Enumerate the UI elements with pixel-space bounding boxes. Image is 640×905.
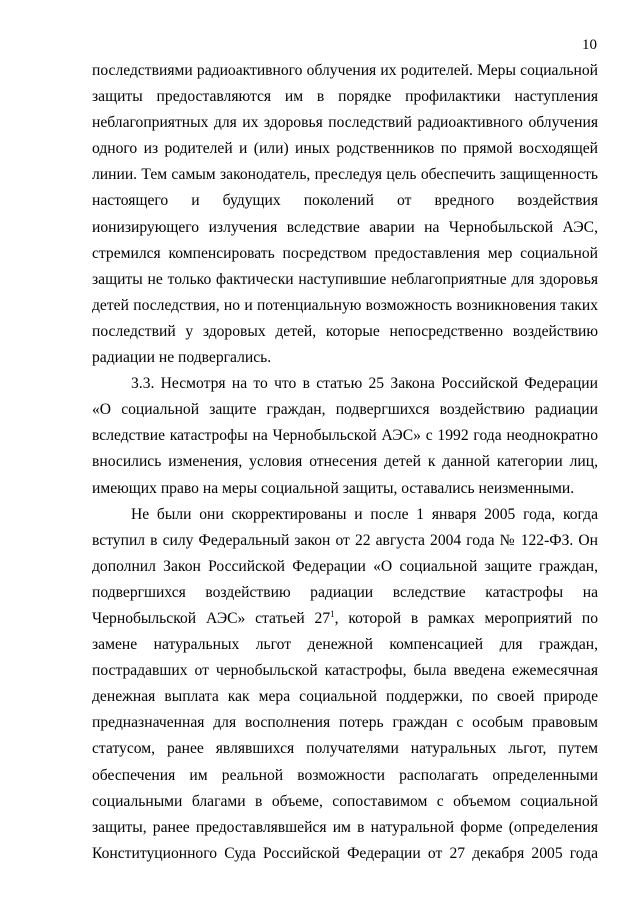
text-line: замене натуральных льгот денежной компенсацией для граждан,: [92, 636, 598, 654]
text-line: обеспечения им реальной возможности располагать определенными: [92, 766, 598, 784]
text-segment: Чернобыльской АЭС» статьей 27: [92, 609, 331, 627]
document-body: [92, 58, 598, 867]
text-line: последствиями радиоактивного облучения их родителей. Меры социальной: [92, 62, 598, 79]
text-line: социальными благами в объеме, сопоставимом с объемом социальной: [92, 792, 598, 810]
text-line: Не были они скорректированы и после 1 января 2005 года, когда: [131, 505, 598, 523]
text-line: денежная выплата как мера социальной поддержки, по своей природе: [92, 688, 598, 706]
text-line: предназначенная для восполнения потерь граждан с особым правовым: [92, 714, 598, 732]
text-line: детей последствия, но и потенциальную возможность возникновения таких: [92, 296, 598, 314]
footnote-mark: 1: [330, 608, 335, 619]
text-line: вносились изменения, условия отнесения детей к данной категории лиц,: [92, 453, 598, 471]
text-line: настоящего и будущих поколений от вредного воздействия: [92, 192, 598, 210]
text-line: защиты предоставляются им в порядке профилактики наступления: [92, 88, 598, 106]
text-line: линии. Тем самым законодатель, преследуя цель обеспечить защищенность: [92, 166, 598, 184]
text-line: ионизирующего излучения вследствие аварии на Чернобыльской АЭС,: [92, 218, 598, 236]
page-number: 10: [582, 37, 597, 53]
text-line: «О социальной защите граждан, подвергшихся воздействию радиации: [92, 401, 598, 419]
text-line: имеющих право на меры социальной защиты, оставались неизменными.: [92, 479, 575, 497]
text-line: последствий у здоровых детей, которые непосредственно воздействию: [92, 322, 598, 340]
text-line: дополнил Закон Российской Федерации «О социальной защите граждан,: [92, 557, 598, 575]
text-line: защиты, ранее предоставлявшейся им в натуральной форме (определения: [92, 818, 598, 836]
text-line: одного из родителей и (или) иных родственников по прямой восходящей: [92, 140, 598, 158]
text-segment: , которой в рамках мероприятий по: [334, 609, 598, 627]
text-line: защиты не только фактически наступившие неблагоприятные для здоровья: [92, 270, 598, 288]
text-line: подвергшихся воздействию радиации вследствие катастрофы на: [92, 583, 598, 601]
text-line: статусом, ранее являвшихся получателями натуральных льгот, путем: [92, 740, 598, 758]
text-line: стремился компенсировать посредством предоставления мер социальной: [92, 244, 598, 262]
text-line: радиации не подвергались.: [92, 349, 272, 367]
text-line: 3.3. Несмотря на то что в статью 25 Закона Российской Федерации: [131, 375, 598, 393]
text-line: пострадавших от чернобыльской катастрофы, была введена ежемесячная: [92, 662, 598, 680]
text-line: неблагоприятных для их здоровья последствий радиоактивного облучения: [92, 114, 598, 132]
text-line: Конституционного Суда Российской Федерации от 27 декабря 2005 года: [92, 844, 598, 862]
text-line-with-footnote: [92, 606, 598, 632]
text-line: вследствие катастрофы на Чернобыльской АЭС» с 1992 года неоднократно: [92, 427, 598, 445]
text-line: вступил в силу Федеральный закон от 22 августа 2004 года № 122-ФЗ. Он: [92, 531, 598, 549]
